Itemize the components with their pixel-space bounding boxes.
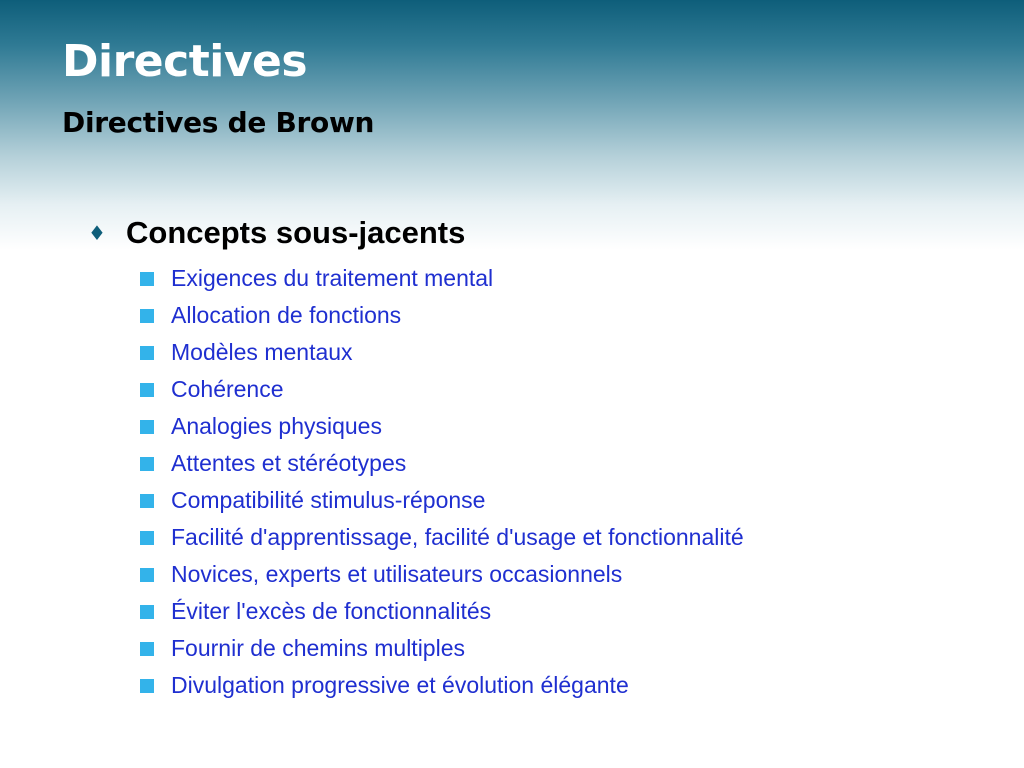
list-item [140, 297, 968, 334]
list-item-text: Facilité d'apprentissage, facilité d'usage et fonctionnalité [171, 524, 744, 550]
list-item-text: Allocation de fonctions [171, 302, 402, 328]
list-item-text: Cohérence [171, 376, 284, 402]
list-item-text: Analogies physiques [171, 413, 382, 439]
diamond-bullet-icon: ♦ [88, 221, 106, 245]
slide-title: Directives [62, 36, 308, 87]
square-bullet-icon [140, 272, 154, 286]
square-bullet-icon [140, 383, 154, 397]
square-bullet-icon [140, 420, 154, 434]
list-item [140, 482, 968, 519]
list-item-text: Modèles mentaux [171, 339, 353, 365]
list-item [140, 630, 968, 667]
list-item [140, 408, 968, 445]
square-bullet-icon [140, 457, 154, 471]
main-bullet-text: Concepts sous-jacents [126, 215, 466, 250]
list-item-text: Attentes et stéréotypes [171, 450, 407, 476]
square-bullet-icon [140, 309, 154, 323]
list-item [140, 519, 968, 556]
square-bullet-icon [140, 494, 154, 508]
slide-content [88, 212, 968, 704]
square-bullet-icon [140, 679, 154, 693]
list-item [140, 556, 968, 593]
square-bullet-icon [140, 568, 154, 582]
square-bullet-icon [140, 346, 154, 360]
list-item [140, 371, 968, 408]
sub-bullet-list [88, 260, 968, 704]
list-item-text: Novices, experts et utilisateurs occasionnels [171, 561, 623, 587]
list-item-text: Compatibilité stimulus-réponse [171, 487, 486, 513]
square-bullet-icon [140, 605, 154, 619]
list-item-text: Fournir de chemins multiples [171, 635, 466, 661]
main-bullet [88, 212, 968, 254]
list-item [140, 260, 968, 297]
list-item-text: Exigences du traitement mental [171, 265, 494, 291]
list-item-text: Divulgation progressive et évolution élégante [171, 672, 629, 698]
square-bullet-icon [140, 531, 154, 545]
list-item [140, 445, 968, 482]
slide-subtitle: Directives de Brown [62, 106, 375, 139]
list-item [140, 334, 968, 371]
list-item [140, 593, 968, 630]
list-item [140, 667, 968, 704]
square-bullet-icon [140, 642, 154, 656]
list-item-text: Éviter l'excès de fonctionnalités [171, 598, 492, 624]
